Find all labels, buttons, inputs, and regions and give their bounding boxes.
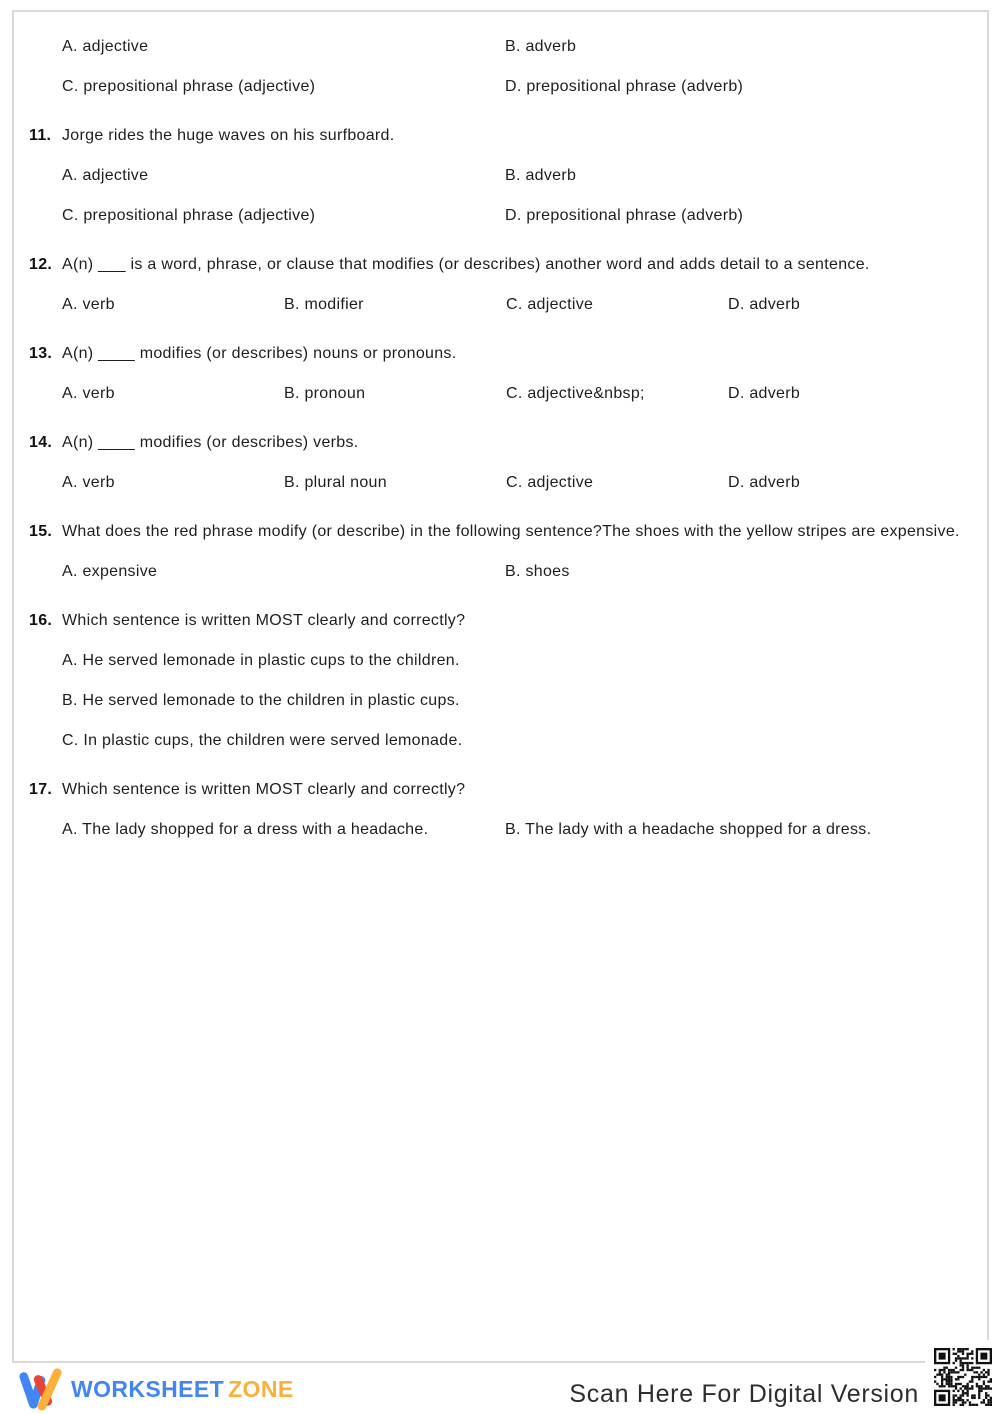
answer-option: A. verb (62, 296, 115, 313)
answer-option: B. adverb (505, 167, 577, 184)
answer-option: B. adverb (505, 38, 577, 55)
answer-option: A. expensive (62, 563, 158, 580)
answer-options (62, 818, 969, 842)
answer-option: A. He served lemonade in plastic cups to the children. (62, 652, 460, 669)
answer-option: D. adverb (728, 474, 801, 491)
question-number: 12. (29, 256, 53, 273)
question-number: 11. (29, 127, 52, 144)
answer-option: D. adverb (728, 385, 801, 402)
answer-options (62, 649, 969, 753)
answer-option: B. The lady with a headache shopped for a dress. (505, 821, 872, 838)
carryover-answer-options (62, 35, 969, 99)
answer-option: B. shoes (505, 563, 570, 580)
worksheetzone-logo-icon (18, 1365, 64, 1413)
answer-option: A. The lady shopped for a dress with a headache. (62, 821, 429, 838)
answer-option: B. plural noun (284, 474, 387, 491)
question-16 (29, 609, 969, 633)
question-text: Jorge rides the huge waves on his surfboard. (62, 127, 395, 144)
answer-options (62, 471, 969, 495)
answer-option: C. prepositional phrase (adjective) (62, 78, 316, 95)
logo-text (71, 1376, 294, 1403)
question-number: 13. (29, 345, 53, 362)
question-number: 17. (29, 781, 53, 798)
scan-here-label: Scan Here For Digital Version (569, 1380, 919, 1408)
logo-text-zone: ZONE (228, 1375, 294, 1402)
question-number: 14. (29, 434, 53, 451)
answer-option: D. prepositional phrase (adverb) (505, 207, 744, 224)
answer-option: C. adjective (506, 296, 594, 313)
question-15 (29, 520, 969, 544)
question-13 (29, 342, 969, 366)
answer-option: C. adjective&nbsp; (506, 385, 645, 402)
answer-option: A. adjective (62, 38, 149, 55)
logo-text-worksheet: WORKSHEET (71, 1375, 225, 1402)
answer-option: B. pronoun (284, 385, 366, 402)
question-number: 16. (29, 612, 53, 629)
answer-option: C. In plastic cups, the children were served lemonade. (62, 732, 463, 749)
question-11 (29, 124, 969, 148)
question-text: Which sentence is written MOST clearly and correctly? (62, 781, 466, 798)
answer-option: C. prepositional phrase (adjective) (62, 207, 316, 224)
qr-code-image (934, 1348, 992, 1406)
questions-area (14, 12, 987, 842)
question-text: Which sentence is written MOST clearly and correctly? (62, 612, 466, 629)
question-text: A(n) ____ modifies (or describes) nouns or pronouns. (62, 345, 457, 362)
qr-code (925, 1340, 1000, 1414)
question-number: 15. (29, 523, 53, 540)
worksheet-content-frame (12, 10, 989, 1363)
answer-options (62, 293, 969, 317)
answer-option: D. adverb (728, 296, 801, 313)
answer-option: D. prepositional phrase (adverb) (505, 78, 744, 95)
answer-option: A. verb (62, 385, 115, 402)
question-17 (29, 778, 969, 802)
question-text: A(n) ____ modifies (or describes) verbs. (62, 434, 359, 451)
question-12 (29, 253, 969, 277)
answer-option: B. modifier (284, 296, 364, 313)
answer-options (62, 382, 969, 406)
answer-options (62, 164, 969, 228)
question-text: What does the red phrase modify (or describe) in the following sentence?The shoes with the yellow stripes are expensive. (62, 523, 960, 540)
question-text: A(n) ___ is a word, phrase, or clause that modifies (or describes) another word and adds detail to a sentence. (62, 256, 870, 273)
answer-option: A. adjective (62, 167, 149, 184)
answer-option: B. He served lemonade to the children in plastic cups. (62, 692, 460, 709)
answer-option: C. adjective (506, 474, 594, 491)
answer-options (62, 560, 969, 584)
worksheetzone-logo (18, 1364, 294, 1414)
answer-option: A. verb (62, 474, 115, 491)
question-14 (29, 431, 969, 455)
